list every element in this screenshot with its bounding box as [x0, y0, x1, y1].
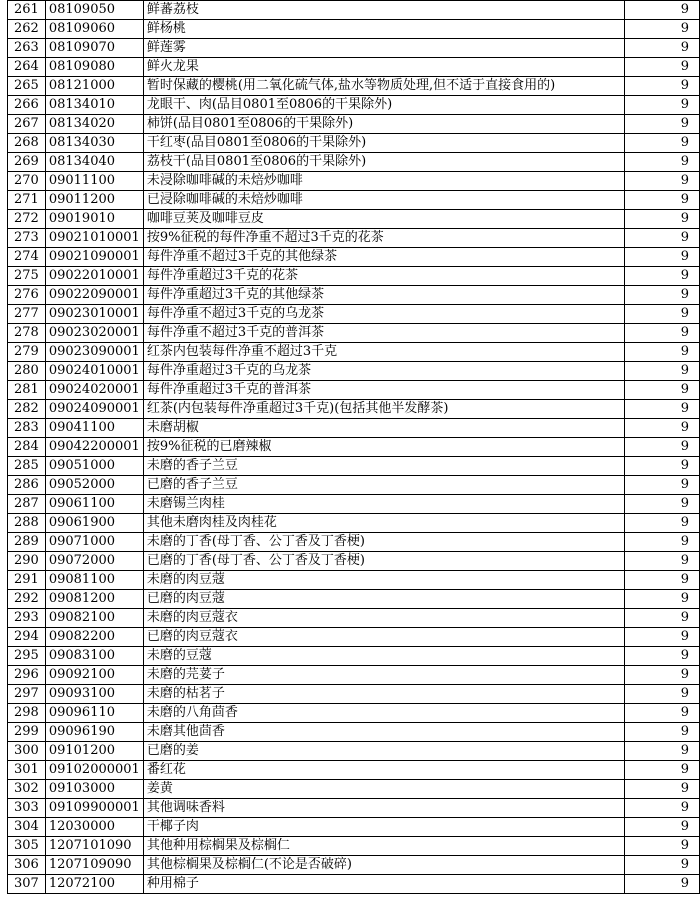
row-number-cell: 276	[8, 286, 46, 305]
table-row	[8, 210, 700, 229]
tax-rate-cell: 9	[625, 742, 700, 761]
tax-rate-cell: 9	[625, 248, 700, 267]
row-number-cell: 272	[8, 210, 46, 229]
commodity-name-cell: 姜黄	[143, 780, 624, 799]
tax-rate-cell: 9	[625, 628, 700, 647]
commodity-code-cell: 08109050	[45, 1, 143, 20]
table-row	[8, 685, 700, 704]
row-number-cell: 299	[8, 723, 46, 742]
commodity-name-cell: 已磨的香子兰豆	[143, 476, 624, 495]
table-row	[8, 343, 700, 362]
commodity-name-cell: 已磨的肉豆蔻	[143, 590, 624, 609]
row-number-cell: 274	[8, 248, 46, 267]
commodity-name-cell: 未磨的枯茗子	[143, 685, 624, 704]
tax-rate-cell: 9	[625, 799, 700, 818]
commodity-name-cell: 每件净重超过3千克的乌龙茶	[143, 362, 624, 381]
commodity-name-cell: 每件净重超过3千克的花茶	[143, 267, 624, 286]
commodity-code-cell: 09109900001	[45, 799, 143, 818]
commodity-code-cell: 08134020	[45, 115, 143, 134]
commodity-name-cell: 每件净重不超过3千克的其他绿茶	[143, 248, 624, 267]
table-row	[8, 514, 700, 533]
tax-rate-cell: 9	[625, 571, 700, 590]
tariff-table-body	[8, 1, 700, 894]
commodity-name-cell: 未磨胡椒	[143, 419, 624, 438]
table-row	[8, 1, 700, 20]
commodity-code-cell: 09024010001	[45, 362, 143, 381]
commodity-code-cell: 09096190	[45, 723, 143, 742]
tax-rate-cell: 9	[625, 115, 700, 134]
table-row	[8, 495, 700, 514]
commodity-name-cell: 番红花	[143, 761, 624, 780]
row-number-cell: 306	[8, 856, 46, 875]
tax-rate-cell: 9	[625, 590, 700, 609]
commodity-code-cell: 09023090001	[45, 343, 143, 362]
row-number-cell: 292	[8, 590, 46, 609]
row-number-cell: 282	[8, 400, 46, 419]
tax-rate-cell: 9	[625, 533, 700, 552]
tax-rate-cell: 9	[625, 58, 700, 77]
tax-rate-cell: 9	[625, 761, 700, 780]
commodity-code-cell: 09071000	[45, 533, 143, 552]
commodity-code-cell: 09023010001	[45, 305, 143, 324]
table-row	[8, 742, 700, 761]
row-number-cell: 281	[8, 381, 46, 400]
commodity-name-cell: 鲜蕃荔枝	[143, 1, 624, 20]
commodity-name-cell: 未磨锡兰肉桂	[143, 495, 624, 514]
table-row	[8, 609, 700, 628]
table-row	[8, 20, 700, 39]
tax-rate-cell: 9	[625, 723, 700, 742]
commodity-code-cell: 09082100	[45, 609, 143, 628]
commodity-code-cell: 09096110	[45, 704, 143, 723]
commodity-code-cell: 08109060	[45, 20, 143, 39]
row-number-cell: 295	[8, 647, 46, 666]
table-row	[8, 533, 700, 552]
table-row	[8, 571, 700, 590]
tax-rate-cell: 9	[625, 305, 700, 324]
table-row	[8, 39, 700, 58]
commodity-name-cell: 柿饼(品目0801至0806的干果除外)	[143, 115, 624, 134]
row-number-cell: 262	[8, 20, 46, 39]
row-number-cell: 279	[8, 343, 46, 362]
commodity-name-cell: 每件净重超过3千克的其他绿茶	[143, 286, 624, 305]
tax-rate-cell: 9	[625, 837, 700, 856]
tax-rate-cell: 9	[625, 267, 700, 286]
table-row	[8, 58, 700, 77]
commodity-code-cell: 12072100	[45, 875, 143, 894]
commodity-name-cell: 其他种用棕榈果及棕榈仁	[143, 837, 624, 856]
commodity-name-cell: 红茶内包装每件净重不超过3千克	[143, 343, 624, 362]
commodity-name-cell: 每件净重不超过3千克的乌龙茶	[143, 305, 624, 324]
commodity-name-cell: 未磨的八角茴香	[143, 704, 624, 723]
commodity-code-cell: 09024020001	[45, 381, 143, 400]
tax-rate-cell: 9	[625, 666, 700, 685]
commodity-name-cell: 龙眼干、肉(品目0801至0806的干果除外)	[143, 96, 624, 115]
table-row	[8, 115, 700, 134]
commodity-code-cell: 09072000	[45, 552, 143, 571]
commodity-code-cell: 1207109090	[45, 856, 143, 875]
tax-rate-cell: 9	[625, 818, 700, 837]
commodity-code-cell: 09021090001	[45, 248, 143, 267]
row-number-cell: 293	[8, 609, 46, 628]
table-row	[8, 419, 700, 438]
tax-rate-cell: 9	[625, 1, 700, 20]
table-row	[8, 723, 700, 742]
commodity-name-cell: 按9%征税的已磨辣椒	[143, 438, 624, 457]
tax-rate-cell: 9	[625, 381, 700, 400]
commodity-code-cell: 1207101090	[45, 837, 143, 856]
table-row	[8, 362, 700, 381]
table-row	[8, 628, 700, 647]
commodity-code-cell: 09021010001	[45, 229, 143, 248]
tax-rate-cell: 9	[625, 210, 700, 229]
commodity-name-cell: 已浸除咖啡碱的未焙炒咖啡	[143, 191, 624, 210]
commodity-code-cell: 09081200	[45, 590, 143, 609]
tax-rate-cell: 9	[625, 153, 700, 172]
tax-rate-cell: 9	[625, 324, 700, 343]
commodity-code-cell: 09022090001	[45, 286, 143, 305]
table-row	[8, 590, 700, 609]
commodity-code-cell: 09019010	[45, 210, 143, 229]
commodity-name-cell: 已磨的肉豆蔻衣	[143, 628, 624, 647]
commodity-name-cell: 已磨的丁香(母丁香、公丁香及丁香梗)	[143, 552, 624, 571]
tax-rate-cell: 9	[625, 39, 700, 58]
table-row	[8, 818, 700, 837]
tax-rate-cell: 9	[625, 191, 700, 210]
row-number-cell: 261	[8, 1, 46, 20]
table-row	[8, 77, 700, 96]
commodity-code-cell: 09101200	[45, 742, 143, 761]
tax-rate-cell: 9	[625, 362, 700, 381]
tax-rate-cell: 9	[625, 343, 700, 362]
row-number-cell: 284	[8, 438, 46, 457]
table-row	[8, 267, 700, 286]
table-row	[8, 305, 700, 324]
row-number-cell: 298	[8, 704, 46, 723]
commodity-code-cell: 09061900	[45, 514, 143, 533]
commodity-name-cell: 未磨的肉豆蔻衣	[143, 609, 624, 628]
row-number-cell: 264	[8, 58, 46, 77]
row-number-cell: 301	[8, 761, 46, 780]
row-number-cell: 265	[8, 77, 46, 96]
commodity-name-cell: 未磨的肉豆蔻	[143, 571, 624, 590]
table-row	[8, 704, 700, 723]
table-row	[8, 476, 700, 495]
commodity-code-cell: 08109080	[45, 58, 143, 77]
commodity-code-cell: 09102000001	[45, 761, 143, 780]
table-row	[8, 799, 700, 818]
tax-rate-cell: 9	[625, 419, 700, 438]
table-row	[8, 191, 700, 210]
table-row	[8, 153, 700, 172]
commodity-code-cell: 09041100	[45, 419, 143, 438]
tax-rate-cell: 9	[625, 875, 700, 894]
row-number-cell: 305	[8, 837, 46, 856]
row-number-cell: 291	[8, 571, 46, 590]
table-row	[8, 837, 700, 856]
commodity-code-cell: 09051000	[45, 457, 143, 476]
commodity-code-cell: 09093100	[45, 685, 143, 704]
row-number-cell: 267	[8, 115, 46, 134]
row-number-cell: 268	[8, 134, 46, 153]
row-number-cell: 288	[8, 514, 46, 533]
commodity-name-cell: 其他调味香料	[143, 799, 624, 818]
row-number-cell: 283	[8, 419, 46, 438]
commodity-code-cell: 09011100	[45, 172, 143, 191]
row-number-cell: 278	[8, 324, 46, 343]
tax-rate-cell: 9	[625, 400, 700, 419]
row-number-cell: 277	[8, 305, 46, 324]
table-row	[8, 761, 700, 780]
row-number-cell: 285	[8, 457, 46, 476]
commodity-code-cell: 09092100	[45, 666, 143, 685]
table-row	[8, 647, 700, 666]
tax-rate-cell: 9	[625, 172, 700, 191]
tax-rate-cell: 9	[625, 20, 700, 39]
table-row	[8, 457, 700, 476]
tax-rate-cell: 9	[625, 685, 700, 704]
commodity-name-cell: 其他未磨肉桂及肉桂花	[143, 514, 624, 533]
commodity-code-cell: 12030000	[45, 818, 143, 837]
commodity-name-cell: 未磨的豆蔻	[143, 647, 624, 666]
commodity-code-cell: 08134030	[45, 134, 143, 153]
commodity-code-cell: 09024090001	[45, 400, 143, 419]
tax-rate-cell: 9	[625, 704, 700, 723]
commodity-name-cell: 种用棉子	[143, 875, 624, 894]
tax-rate-cell: 9	[625, 457, 700, 476]
commodity-code-cell: 09023020001	[45, 324, 143, 343]
commodity-code-cell: 09082200	[45, 628, 143, 647]
tax-rate-cell: 9	[625, 77, 700, 96]
row-number-cell: 271	[8, 191, 46, 210]
table-row	[8, 666, 700, 685]
commodity-code-cell: 08134040	[45, 153, 143, 172]
table-row	[8, 134, 700, 153]
commodity-name-cell: 红茶(内包装每件净重超过3千克)(包括其他半发酵茶)	[143, 400, 624, 419]
table-row	[8, 780, 700, 799]
commodity-name-cell: 鲜杨桃	[143, 20, 624, 39]
commodity-name-cell: 每件净重不超过3千克的普洱茶	[143, 324, 624, 343]
row-number-cell: 263	[8, 39, 46, 58]
commodity-code-cell: 08109070	[45, 39, 143, 58]
commodity-name-cell: 未磨的芫荽子	[143, 666, 624, 685]
commodity-code-cell: 09042200001	[45, 438, 143, 457]
row-number-cell: 273	[8, 229, 46, 248]
row-number-cell: 294	[8, 628, 46, 647]
commodity-code-cell: 09083100	[45, 647, 143, 666]
row-number-cell: 307	[8, 875, 46, 894]
table-row	[8, 552, 700, 571]
tax-rate-cell: 9	[625, 286, 700, 305]
tax-rate-cell: 9	[625, 609, 700, 628]
row-number-cell: 297	[8, 685, 46, 704]
commodity-name-cell: 荔枝干(品目0801至0806的干果除外)	[143, 153, 624, 172]
tax-rate-cell: 9	[625, 552, 700, 571]
commodity-code-cell: 09052000	[45, 476, 143, 495]
commodity-code-cell: 09081100	[45, 571, 143, 590]
tariff-table	[7, 0, 700, 894]
tax-rate-cell: 9	[625, 229, 700, 248]
row-number-cell: 302	[8, 780, 46, 799]
row-number-cell: 286	[8, 476, 46, 495]
commodity-name-cell: 未磨其他茴香	[143, 723, 624, 742]
tax-rate-cell: 9	[625, 780, 700, 799]
commodity-name-cell: 暂时保藏的樱桃(用二氧化硫气体,盐水等物质处理,但不适于直接食用的)	[143, 77, 624, 96]
row-number-cell: 269	[8, 153, 46, 172]
commodity-name-cell: 鲜莲雾	[143, 39, 624, 58]
table-row	[8, 400, 700, 419]
commodity-code-cell: 09022010001	[45, 267, 143, 286]
commodity-name-cell: 按9%征税的每件净重不超过3千克的花茶	[143, 229, 624, 248]
table-row	[8, 286, 700, 305]
row-number-cell: 270	[8, 172, 46, 191]
row-number-cell: 275	[8, 267, 46, 286]
table-row	[8, 381, 700, 400]
commodity-name-cell: 咖啡豆荚及咖啡豆皮	[143, 210, 624, 229]
row-number-cell: 287	[8, 495, 46, 514]
tax-rate-cell: 9	[625, 514, 700, 533]
commodity-code-cell: 08134010	[45, 96, 143, 115]
table-row	[8, 324, 700, 343]
row-number-cell: 280	[8, 362, 46, 381]
tax-rate-cell: 9	[625, 438, 700, 457]
commodity-code-cell: 08121000	[45, 77, 143, 96]
table-row	[8, 875, 700, 894]
row-number-cell: 290	[8, 552, 46, 571]
commodity-name-cell: 干椰子肉	[143, 818, 624, 837]
commodity-code-cell: 09011200	[45, 191, 143, 210]
commodity-name-cell: 未磨的香子兰豆	[143, 457, 624, 476]
tax-rate-cell: 9	[625, 647, 700, 666]
row-number-cell: 296	[8, 666, 46, 685]
commodity-name-cell: 干红枣(品目0801至0806的干果除外)	[143, 134, 624, 153]
table-row	[8, 229, 700, 248]
commodity-code-cell: 09061100	[45, 495, 143, 514]
row-number-cell: 289	[8, 533, 46, 552]
table-row	[8, 248, 700, 267]
commodity-name-cell: 未浸除咖啡碱的未焙炒咖啡	[143, 172, 624, 191]
table-row	[8, 172, 700, 191]
tax-rate-cell: 9	[625, 476, 700, 495]
row-number-cell: 304	[8, 818, 46, 837]
commodity-name-cell: 鲜火龙果	[143, 58, 624, 77]
commodity-name-cell: 其他棕榈果及棕榈仁(不论是否破碎)	[143, 856, 624, 875]
row-number-cell: 266	[8, 96, 46, 115]
commodity-name-cell: 每件净重超过3千克的普洱茶	[143, 381, 624, 400]
table-row	[8, 96, 700, 115]
tax-rate-cell: 9	[625, 856, 700, 875]
row-number-cell: 303	[8, 799, 46, 818]
row-number-cell: 300	[8, 742, 46, 761]
tax-rate-cell: 9	[625, 495, 700, 514]
tax-rate-cell: 9	[625, 134, 700, 153]
table-row	[8, 438, 700, 457]
tax-rate-cell: 9	[625, 96, 700, 115]
table-row	[8, 856, 700, 875]
commodity-code-cell: 09103000	[45, 780, 143, 799]
commodity-name-cell: 已磨的姜	[143, 742, 624, 761]
commodity-name-cell: 未磨的丁香(母丁香、公丁香及丁香梗)	[143, 533, 624, 552]
